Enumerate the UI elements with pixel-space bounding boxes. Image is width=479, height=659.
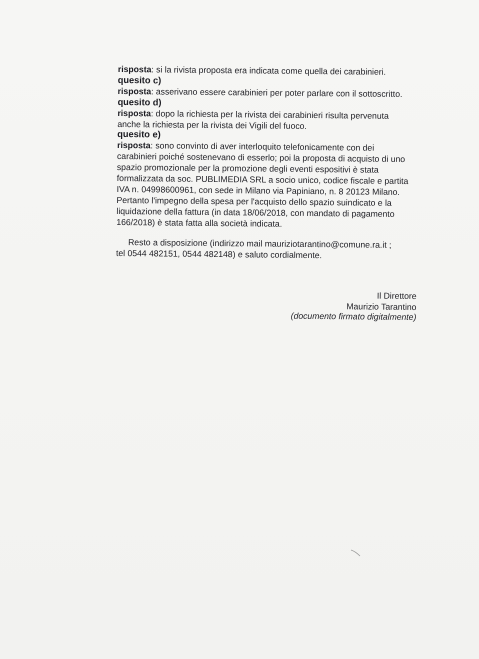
answer-text: dopo la richiesta per la rivista dei carabinieri risulta pervenuta <box>155 108 389 121</box>
answer-text: asserivano essere carabinieri per poter parlare con il sottoscritto. <box>155 86 403 99</box>
answer-c: risposta: asserivano essere carabinieri per poter parlare con il sottoscritto. <box>117 85 403 99</box>
answer-d-continuation: anche la richiesta per la rivista dei Vigili del fuoco. <box>117 118 307 131</box>
answer-e-line-2: carabinieri poiché sostenevano di esserlo; poi la proposta di acquisto di uno <box>116 151 406 165</box>
answer-label: risposta <box>117 140 151 151</box>
answer-e-line-4: formalizzata da soc. PUBLIMEDIA SRL a socio unico, codice fiscale e partita <box>116 173 409 187</box>
stray-pen-mark <box>350 548 362 558</box>
answer-d: risposta: dopo la richiesta per la rivista dei carabinieri risulta pervenuta <box>117 107 389 121</box>
digital-signature-note: (documento firmato digitalmente) <box>291 310 417 323</box>
answer-text: si la rivista proposta era indicata come quella dei carabinieri. <box>156 64 386 77</box>
closing-line-2: tel 0544 482151, 0544 482148) e saluto cordialmente. <box>115 247 323 260</box>
question-d-heading: quesito d) <box>117 96 162 108</box>
signature-block <box>291 290 417 323</box>
answer-label: risposta <box>117 85 152 97</box>
question-e-heading: quesito e) <box>117 129 161 140</box>
answer-e-line-6: Pertanto l'impegno della spesa per l'acquisto dello spazio suindicato e la <box>116 194 392 208</box>
answer-e-line-5: IVA n. 04998600961, con sede in Milano via Papiniano, n. 8 20123 Milano. <box>116 183 400 197</box>
closing-line-1: Resto a disposizione (indirizzo mail mauriziotarantino@comune.ra.it ; <box>128 236 392 250</box>
question-c-heading: quesito c) <box>117 74 162 86</box>
answer-e-line-3: spazio promozionale per la promozione degli eventi espositivi è stata <box>116 162 379 175</box>
answer-e-line-7: liquidazione della fattura (in data 18/06/2018, con mandato di pagamento <box>116 205 395 219</box>
answer-label: risposta <box>117 64 152 75</box>
signature-name: Maurizio Tarantino <box>346 300 417 312</box>
answer-text: sono convinto di aver interloquito telefonicamente con dei <box>155 140 375 154</box>
letter-body <box>116 64 444 262</box>
answer-b: risposta: si la rivista proposta era indicata come quella dei carabinieri. <box>117 64 386 77</box>
answer-e-line-8: 166/2018) è stata fatta alla società indicata. <box>116 216 283 229</box>
signature-role: Il Direttore <box>377 290 417 301</box>
answer-label: risposta <box>117 107 151 118</box>
answer-e: risposta: sono convinto di aver interloquito telefonicamente con dei <box>117 140 375 154</box>
